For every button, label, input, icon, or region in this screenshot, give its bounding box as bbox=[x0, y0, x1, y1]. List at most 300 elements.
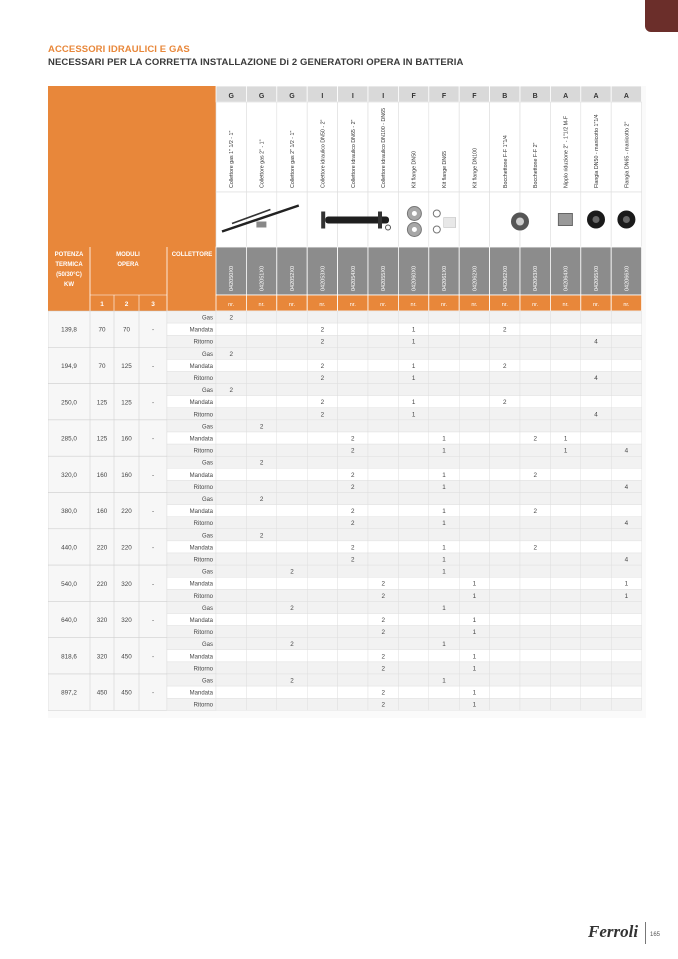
quantity-cell bbox=[550, 626, 580, 638]
quantity-cell bbox=[338, 323, 368, 335]
quantity-cell bbox=[307, 529, 337, 541]
quantity-cell bbox=[338, 565, 368, 577]
quantity-cell bbox=[611, 408, 641, 420]
quantity-cell bbox=[429, 589, 459, 601]
quantity-cell bbox=[520, 372, 550, 384]
quantity-value: 1 bbox=[442, 508, 446, 516]
row-type-label: Ritorno bbox=[193, 521, 213, 528]
quantity-cell bbox=[398, 650, 428, 662]
quantity-cell bbox=[338, 601, 368, 613]
quantity-cell bbox=[550, 480, 580, 492]
quantity-cell bbox=[338, 396, 368, 408]
quantity-cell bbox=[490, 384, 520, 396]
quantity-cell bbox=[550, 577, 580, 589]
footer-divider bbox=[645, 922, 646, 944]
quantity-value: 1 bbox=[442, 447, 446, 455]
quantity-cell bbox=[307, 626, 337, 638]
quantity-value: 1 bbox=[442, 677, 446, 685]
quantity-cell bbox=[246, 323, 276, 335]
quantity-cell bbox=[611, 420, 641, 432]
row-type-label: Mandata bbox=[189, 654, 213, 661]
quantity-cell bbox=[611, 529, 641, 541]
quantity-cell bbox=[277, 359, 307, 371]
quantity-value: 1 bbox=[472, 580, 477, 588]
quantity-cell bbox=[216, 359, 246, 371]
quantity-cell bbox=[550, 323, 580, 335]
col-letter: A bbox=[623, 93, 629, 100]
modulo1-value: 160 bbox=[96, 508, 108, 516]
col-description: Collettore idraulico DN100 - DN65 bbox=[381, 107, 388, 188]
quantity-cell bbox=[581, 686, 611, 698]
modulo3-value: - bbox=[151, 471, 155, 479]
modulo2-value: 450 bbox=[121, 689, 132, 697]
quantity-cell bbox=[216, 505, 246, 517]
col-description: Flangia DN65 - manicotto 2" bbox=[624, 121, 631, 188]
quantity-cell bbox=[611, 686, 641, 698]
quantity-value: 4 bbox=[594, 375, 598, 382]
row-type-label: Gas bbox=[201, 351, 213, 358]
quantity-cell bbox=[550, 553, 580, 565]
modulo3-value: - bbox=[151, 544, 155, 552]
quantity-value: 2 bbox=[381, 580, 385, 588]
modulo3-value: - bbox=[151, 399, 155, 407]
quantity-cell bbox=[246, 674, 276, 686]
quantity-cell bbox=[611, 396, 641, 408]
quantity-cell bbox=[368, 468, 398, 480]
quantity-cell bbox=[368, 359, 398, 371]
quantity-value: 1 bbox=[563, 435, 568, 443]
col-image-cell bbox=[277, 192, 307, 247]
quantity-value: 1 bbox=[411, 338, 416, 346]
gas-fitting-icon bbox=[256, 222, 266, 228]
collettore-header: COLLETTORE bbox=[171, 252, 213, 258]
quantity-value: 1 bbox=[472, 592, 477, 600]
moduli-sub-header: 2 bbox=[124, 301, 129, 308]
quantity-cell bbox=[307, 614, 337, 626]
quantity-cell bbox=[490, 493, 520, 505]
row-type-label: Mandata bbox=[189, 581, 213, 588]
quantity-cell bbox=[307, 541, 337, 553]
quantity-value: 2 bbox=[533, 435, 537, 443]
col-code: 042064X0 bbox=[563, 265, 570, 291]
quantity-cell bbox=[368, 493, 398, 505]
quantity-cell bbox=[216, 480, 246, 492]
moduli-header-line: MODULI bbox=[116, 252, 140, 258]
quantity-cell bbox=[490, 456, 520, 468]
quantity-cell bbox=[429, 420, 459, 432]
quantity-cell bbox=[398, 638, 428, 650]
quantity-cell bbox=[550, 335, 580, 347]
corner-tab bbox=[645, 0, 678, 32]
modulo2-value: 220 bbox=[121, 508, 132, 516]
quantity-cell bbox=[490, 541, 520, 553]
quantity-cell bbox=[611, 505, 641, 517]
quantity-cell bbox=[398, 505, 428, 517]
quantity-value: 1 bbox=[411, 362, 416, 370]
col-code: 042054X0 bbox=[350, 265, 357, 291]
quantity-value: 2 bbox=[351, 471, 355, 479]
row-type-label: Ritorno bbox=[193, 339, 213, 346]
quantity-cell bbox=[550, 589, 580, 601]
moduli-sub-header: 1 bbox=[100, 301, 104, 308]
row-type-label: Gas bbox=[201, 315, 213, 322]
quantity-value: 2 bbox=[503, 326, 507, 334]
quantity-cell bbox=[490, 674, 520, 686]
quantity-value: 1 bbox=[472, 689, 477, 697]
potenza-value: 194,9 bbox=[61, 362, 77, 370]
quantity-cell bbox=[338, 686, 368, 698]
quantity-cell bbox=[307, 468, 337, 480]
quantity-cell bbox=[216, 432, 246, 444]
quantity-cell bbox=[611, 638, 641, 650]
potenza-header-line: POTENZA bbox=[54, 252, 84, 258]
quantity-value: 2 bbox=[229, 350, 233, 358]
quantity-cell bbox=[338, 311, 368, 323]
quantity-cell bbox=[216, 396, 246, 408]
quantity-cell bbox=[550, 396, 580, 408]
quantity-value: 1 bbox=[442, 641, 446, 649]
quantity-value: 2 bbox=[259, 459, 264, 467]
quantity-cell bbox=[368, 541, 398, 553]
row-type-label: Mandata bbox=[189, 545, 213, 552]
col-letter: F bbox=[472, 93, 477, 100]
quantity-value: 2 bbox=[381, 689, 385, 697]
quantity-cell bbox=[581, 323, 611, 335]
quantity-cell bbox=[490, 650, 520, 662]
quantity-value: 2 bbox=[290, 604, 294, 612]
quantity-value: 1 bbox=[411, 399, 416, 407]
col-code: 042055X0 bbox=[381, 265, 388, 291]
quantity-cell bbox=[246, 505, 276, 517]
quantity-cell bbox=[338, 335, 368, 347]
quantity-cell bbox=[216, 686, 246, 698]
bolt-kit-icon bbox=[444, 218, 456, 228]
potenza-header-line: (50/30°C) bbox=[56, 272, 82, 278]
col-code: 042062X0 bbox=[502, 265, 509, 291]
quantity-cell bbox=[216, 565, 246, 577]
quantity-cell bbox=[277, 384, 307, 396]
row-type-label: Ritorno bbox=[193, 666, 213, 673]
quantity-cell bbox=[550, 614, 580, 626]
quantity-value: 2 bbox=[320, 338, 325, 346]
quantity-cell bbox=[490, 662, 520, 674]
row-type-label: Mandata bbox=[189, 690, 213, 697]
quantity-cell bbox=[520, 408, 550, 420]
quantity-cell bbox=[581, 553, 611, 565]
quantity-cell bbox=[277, 541, 307, 553]
quantity-cell bbox=[338, 347, 368, 359]
quantity-cell bbox=[581, 650, 611, 662]
quantity-cell bbox=[550, 420, 580, 432]
col-code: 042066X0 bbox=[624, 265, 631, 291]
quantity-cell bbox=[277, 529, 307, 541]
quantity-cell bbox=[398, 493, 428, 505]
quantity-cell bbox=[520, 311, 550, 323]
modulo2-value: 320 bbox=[121, 617, 132, 625]
quantity-value: 4 bbox=[624, 447, 629, 455]
quantity-cell bbox=[216, 589, 246, 601]
quantity-value: 1 bbox=[442, 483, 446, 491]
quantity-cell bbox=[520, 480, 550, 492]
moduli-sub-header: 3 bbox=[151, 301, 155, 308]
col-unit: nr. bbox=[349, 302, 356, 308]
potenza-value: 818,6 bbox=[61, 653, 77, 661]
quantity-cell bbox=[429, 359, 459, 371]
quantity-cell bbox=[490, 589, 520, 601]
quantity-cell bbox=[429, 529, 459, 541]
quantity-cell bbox=[368, 456, 398, 468]
quantity-cell bbox=[490, 444, 520, 456]
quantity-cell bbox=[581, 384, 611, 396]
quantity-value: 2 bbox=[229, 314, 233, 322]
quantity-cell bbox=[246, 626, 276, 638]
quantity-cell bbox=[611, 384, 641, 396]
quantity-cell bbox=[307, 432, 337, 444]
quantity-cell bbox=[550, 493, 580, 505]
row-type-label: Gas bbox=[201, 678, 213, 685]
quantity-cell bbox=[277, 505, 307, 517]
quantity-cell bbox=[550, 517, 580, 529]
page-number: 165 bbox=[650, 932, 661, 938]
quantity-cell bbox=[277, 468, 307, 480]
quantity-value: 2 bbox=[351, 520, 355, 528]
col-unit: nr. bbox=[501, 302, 508, 308]
quantity-cell bbox=[581, 698, 611, 710]
quantity-cell bbox=[520, 650, 550, 662]
quantity-cell bbox=[368, 674, 398, 686]
quantity-cell bbox=[490, 529, 520, 541]
quantity-value: 2 bbox=[351, 483, 355, 491]
flange-hole-icon bbox=[412, 227, 417, 232]
quantity-cell bbox=[490, 408, 520, 420]
quantity-cell bbox=[398, 517, 428, 529]
quantity-cell bbox=[368, 529, 398, 541]
quantity-value: 4 bbox=[624, 556, 629, 564]
quantity-cell bbox=[459, 323, 489, 335]
quantity-cell bbox=[246, 541, 276, 553]
quantity-value: 2 bbox=[320, 411, 325, 419]
quantity-value: 1 bbox=[442, 471, 446, 479]
quantity-cell bbox=[611, 359, 641, 371]
quantity-cell bbox=[398, 311, 428, 323]
quantity-cell bbox=[520, 686, 550, 698]
quantity-cell bbox=[277, 662, 307, 674]
quantity-cell bbox=[459, 553, 489, 565]
quantity-cell bbox=[277, 444, 307, 456]
quantity-cell bbox=[277, 432, 307, 444]
quantity-cell bbox=[550, 674, 580, 686]
quantity-cell bbox=[459, 480, 489, 492]
modulo1-value: 320 bbox=[96, 653, 108, 661]
quantity-cell bbox=[581, 529, 611, 541]
modulo2-value: 125 bbox=[121, 362, 132, 370]
quantity-cell bbox=[277, 553, 307, 565]
quantity-cell bbox=[581, 517, 611, 529]
quantity-cell bbox=[368, 311, 398, 323]
quantity-cell bbox=[611, 372, 641, 384]
quantity-cell bbox=[246, 408, 276, 420]
quantity-value: 2 bbox=[351, 508, 355, 516]
col-description: Collettore gas 2" 1/2 - 1" bbox=[290, 130, 296, 188]
quantity-cell bbox=[307, 456, 337, 468]
quantity-cell bbox=[520, 493, 550, 505]
col-unit: nr. bbox=[319, 302, 326, 308]
quantity-value: 4 bbox=[594, 411, 598, 419]
quantity-cell bbox=[520, 589, 550, 601]
col-letter: I bbox=[321, 93, 324, 100]
quantity-cell bbox=[490, 686, 520, 698]
quantity-cell bbox=[277, 517, 307, 529]
quantity-cell bbox=[581, 589, 611, 601]
quantity-cell bbox=[246, 396, 276, 408]
modulo3-value: - bbox=[151, 580, 155, 588]
quantity-value: 2 bbox=[290, 641, 294, 649]
quantity-cell bbox=[611, 432, 641, 444]
modulo1-value: 70 bbox=[98, 326, 106, 334]
quantity-value: 2 bbox=[351, 435, 355, 443]
modulo3-value: - bbox=[151, 617, 155, 625]
quantity-cell bbox=[581, 456, 611, 468]
quantity-cell bbox=[520, 626, 550, 638]
quantity-cell bbox=[520, 601, 550, 613]
quantity-cell bbox=[307, 505, 337, 517]
quantity-cell bbox=[459, 384, 489, 396]
col-code: 042051X0 bbox=[259, 265, 266, 291]
quantity-cell bbox=[398, 565, 428, 577]
quantity-cell bbox=[429, 372, 459, 384]
quantity-cell bbox=[307, 650, 337, 662]
quantity-value: 1 bbox=[624, 592, 629, 600]
quantity-cell bbox=[216, 372, 246, 384]
quantity-cell bbox=[368, 335, 398, 347]
col-unit: nr. bbox=[440, 302, 448, 308]
quantity-value: 2 bbox=[259, 496, 264, 503]
potenza-value: 380,0 bbox=[61, 508, 77, 516]
quantity-value: 4 bbox=[624, 483, 629, 491]
modulo1-value: 125 bbox=[96, 435, 108, 443]
quantity-cell bbox=[338, 674, 368, 686]
quantity-cell bbox=[459, 432, 489, 444]
quantity-cell bbox=[459, 311, 489, 323]
quantity-cell bbox=[307, 698, 337, 710]
quantity-cell bbox=[581, 577, 611, 589]
quantity-value: 2 bbox=[351, 544, 355, 552]
quantity-cell bbox=[368, 565, 398, 577]
quantity-cell bbox=[338, 577, 368, 589]
col-letter: G bbox=[258, 93, 265, 100]
quantity-cell bbox=[581, 662, 611, 674]
potenza-value: 897,2 bbox=[61, 689, 77, 697]
col-letter: B bbox=[502, 93, 508, 100]
quantity-cell bbox=[277, 493, 307, 505]
col-letter: F bbox=[441, 93, 447, 100]
quantity-cell bbox=[246, 589, 276, 601]
modulo1-value: 320 bbox=[96, 617, 108, 625]
modulo2-value: 450 bbox=[121, 653, 132, 661]
quantity-cell bbox=[277, 456, 307, 468]
quantity-cell bbox=[368, 420, 398, 432]
quantity-cell bbox=[490, 432, 520, 444]
quantity-cell bbox=[581, 420, 611, 432]
quantity-cell bbox=[216, 420, 246, 432]
quantity-cell bbox=[459, 601, 489, 613]
col-code: 042053X0 bbox=[320, 265, 327, 291]
quantity-value: 1 bbox=[624, 580, 629, 588]
potenza-header-line: KW bbox=[64, 282, 74, 288]
modulo2-value: 70 bbox=[122, 326, 131, 334]
quantity-cell bbox=[429, 650, 459, 662]
col-letter: F bbox=[411, 93, 416, 100]
modulo3-value: - bbox=[151, 653, 155, 661]
row-type-label: Gas bbox=[201, 569, 213, 576]
quantity-cell bbox=[338, 372, 368, 384]
quantity-cell bbox=[520, 674, 550, 686]
manifold-flange-icon bbox=[378, 212, 382, 229]
quantity-cell bbox=[429, 408, 459, 420]
row-type-label: Ritorno bbox=[193, 630, 213, 637]
quantity-cell bbox=[581, 359, 611, 371]
quantity-cell bbox=[459, 493, 489, 505]
flange-hole-icon bbox=[412, 211, 417, 216]
quantity-cell bbox=[429, 335, 459, 347]
quantity-value: 2 bbox=[320, 326, 325, 334]
quantity-cell bbox=[307, 662, 337, 674]
quantity-value: 1 bbox=[442, 556, 446, 564]
potenza-value: 540,0 bbox=[61, 580, 77, 588]
quantity-cell bbox=[490, 601, 520, 613]
quantity-cell bbox=[581, 311, 611, 323]
quantity-cell bbox=[581, 505, 611, 517]
quantity-cell bbox=[246, 444, 276, 456]
quantity-cell bbox=[550, 408, 580, 420]
quantity-cell bbox=[459, 359, 489, 371]
quantity-cell bbox=[246, 662, 276, 674]
quantity-cell bbox=[277, 698, 307, 710]
col-letter: G bbox=[289, 93, 295, 100]
quantity-cell bbox=[429, 311, 459, 323]
quantity-cell bbox=[581, 468, 611, 480]
quantity-cell bbox=[490, 626, 520, 638]
quantity-cell bbox=[490, 335, 520, 347]
col-code: 042052X0 bbox=[290, 265, 296, 291]
quantity-cell bbox=[398, 601, 428, 613]
quantity-cell bbox=[246, 517, 276, 529]
row-type-label: Ritorno bbox=[193, 412, 213, 419]
quantity-cell bbox=[338, 614, 368, 626]
flange-disc-bore-icon bbox=[623, 216, 630, 223]
quantity-value: 2 bbox=[351, 556, 355, 564]
quantity-cell bbox=[246, 698, 276, 710]
quantity-value: 4 bbox=[624, 520, 629, 528]
quantity-cell bbox=[246, 553, 276, 565]
row-type-label: Gas bbox=[201, 642, 213, 649]
quantity-cell bbox=[216, 662, 246, 674]
quantity-cell bbox=[398, 420, 428, 432]
quantity-value: 2 bbox=[320, 399, 325, 407]
row-type-label: Mandata bbox=[189, 472, 213, 479]
quantity-cell bbox=[216, 468, 246, 480]
quantity-cell bbox=[216, 553, 246, 565]
quantity-cell bbox=[490, 698, 520, 710]
quantity-cell bbox=[429, 662, 459, 674]
col-image-cell bbox=[459, 192, 489, 247]
quantity-cell bbox=[277, 480, 307, 492]
quantity-value: 1 bbox=[472, 701, 477, 709]
quantity-cell bbox=[216, 408, 246, 420]
col-description: Collettore idraulico DN65 - 2" bbox=[350, 119, 357, 188]
quantity-cell bbox=[611, 662, 641, 674]
row-type-label: Mandata bbox=[189, 436, 213, 443]
